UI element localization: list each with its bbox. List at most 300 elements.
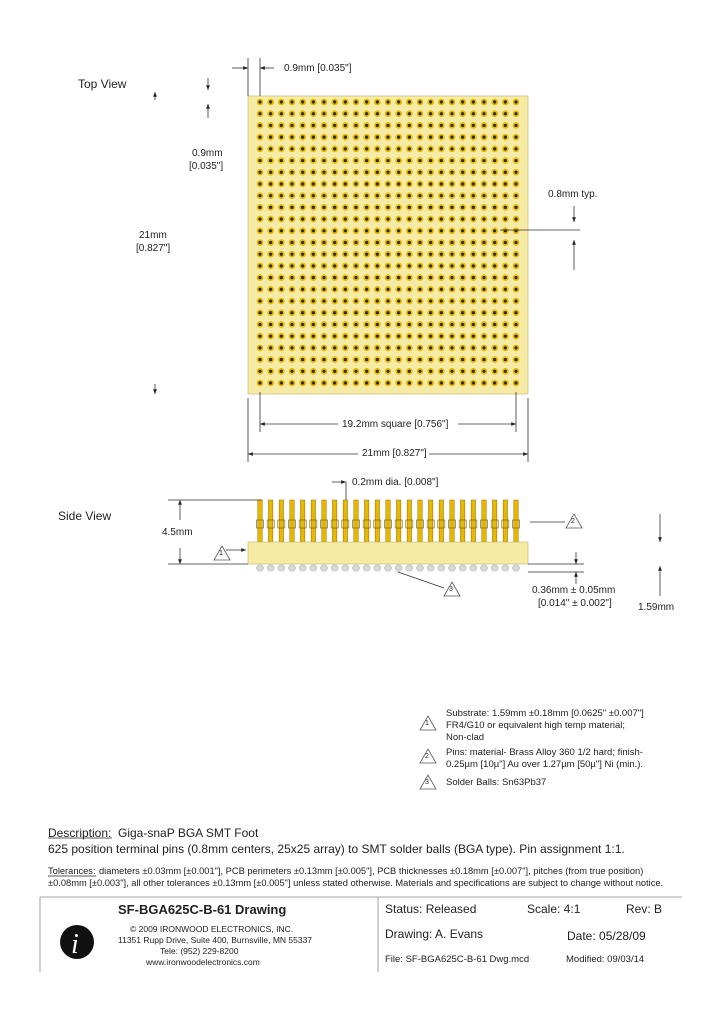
note-2-number: 2 [425,753,429,760]
pin-hole [376,346,379,349]
pin-hole [301,194,304,197]
pin-hole [290,171,293,174]
pin-hole [365,241,368,244]
pin-hole [461,288,464,291]
pin-hole [482,229,485,232]
pin-hole [482,100,485,103]
pin-hole [290,194,293,197]
pin-hole [397,241,400,244]
pin-hole [280,299,283,302]
pin-hole [333,264,336,267]
pin-hole [344,381,347,384]
pin-hole [312,253,315,256]
pin-hole [418,381,421,384]
pin-hole [429,206,432,209]
pin-hole [504,370,507,373]
pin-hole [322,159,325,162]
pin-hole [493,171,496,174]
pin-hole [344,370,347,373]
copyright-text: © 2009 IRONWOOD ELECTRONICS, INC. [130,924,294,934]
pin-hole [269,194,272,197]
pin-hole [333,229,336,232]
solder-ball [374,565,381,571]
pin-hole [344,136,347,139]
pin-hole [269,136,272,139]
pin-hole [290,182,293,185]
pin-hole [472,194,475,197]
pin-hole [301,147,304,150]
pin-hole [429,194,432,197]
pin-hole [386,311,389,314]
pin-hole [312,159,315,162]
pin-hole [514,194,517,197]
side-pin [332,500,336,542]
pin-hole [461,311,464,314]
pin-hole [258,100,261,103]
pin-hole [461,346,464,349]
pin-hole [312,323,315,326]
pin-hole [269,264,272,267]
pin-hole [365,229,368,232]
pin-hole [376,147,379,150]
side-pin [258,500,262,542]
pin-hole [514,159,517,162]
pin-hole [450,171,453,174]
pin-hole [376,288,379,291]
pin-hole [493,194,496,197]
pin-hole [376,100,379,103]
pin-hole [290,100,293,103]
pin-hole [290,358,293,361]
pin-hole [397,147,400,150]
pin-hole [386,241,389,244]
pin-hole [354,311,357,314]
pin-hole [493,100,496,103]
side-pin [503,500,507,542]
pin-hole [450,124,453,127]
pin-hole [290,370,293,373]
pin-hole [290,253,293,256]
pin-hole [397,335,400,338]
pin-hole [493,346,496,349]
dim-ball-mm: 0.36mm ± 0.05mm [532,585,616,596]
side-pin [354,500,358,542]
pin-hole [482,370,485,373]
side-view-dimensions [168,482,660,596]
pin-hole [472,370,475,373]
pin-hole [258,241,261,244]
pin-hole [333,217,336,220]
pin-hole [418,136,421,139]
pin-hole [408,147,411,150]
pin-hole [376,229,379,232]
pin-hole [376,370,379,373]
pin-hole [408,335,411,338]
pin-hole [418,288,421,291]
pin-hole [450,194,453,197]
pin-hole [280,253,283,256]
pin-hole [482,124,485,127]
pin-hole [450,229,453,232]
pin-hole [440,159,443,162]
pin-hole [440,136,443,139]
pin-hole [493,323,496,326]
pin-hole [408,124,411,127]
pin-hole [365,370,368,373]
solder-ball [299,565,306,571]
pin-hole [472,182,475,185]
pin-hole [472,100,475,103]
pin-hole [514,206,517,209]
pin-hole [386,229,389,232]
pin-hole [472,124,475,127]
dim-substrate-height: 1.59mm [638,602,675,613]
pin-hole [514,182,517,185]
pin-hole [493,124,496,127]
pin-hole [280,194,283,197]
pin-hole [301,288,304,291]
pin-hole [344,358,347,361]
pin-hole [397,288,400,291]
pin-hole [493,147,496,150]
pin-hole [514,264,517,267]
pin-hole [301,182,304,185]
pin-hole [354,147,357,150]
pin-hole [514,217,517,220]
pin-hole [429,299,432,302]
pin-hole [472,206,475,209]
pin-hole [312,100,315,103]
pin-hole [269,288,272,291]
pin-hole [461,335,464,338]
pin-hole [482,159,485,162]
pin-hole [429,264,432,267]
dim-pitch-top: 0.9mm [0.035"] [284,63,352,74]
pin-hole [418,100,421,103]
pin-hole [312,335,315,338]
pin-hole [290,159,293,162]
pin-hole [440,299,443,302]
pin-hole [418,370,421,373]
drawing-title: SF-BGA625C-B-61 Drawing [118,902,287,917]
pin-hole [301,136,304,139]
pin-hole [493,299,496,302]
pin-hole [301,335,304,338]
pin-hole [290,381,293,384]
pin-hole [354,171,357,174]
pin-hole [429,311,432,314]
pin-hole [397,323,400,326]
pin-hole [482,381,485,384]
note-1-line: Substrate: 1.59mm ±0.18mm [0.0625" ±0.007"] [446,708,644,719]
pin-hole [376,124,379,127]
pin-hole [450,299,453,302]
pin-hole [280,159,283,162]
solder-ball [278,565,285,571]
pin-hole [344,276,347,279]
pin-hole [504,335,507,338]
pin-hole [290,217,293,220]
pin-hole [354,124,357,127]
pin-hole [280,171,283,174]
dim-pitch-typ: 0.8mm typ. [548,189,598,200]
pin-hole [493,136,496,139]
pin-hole [269,335,272,338]
pin-hole [504,264,507,267]
pin-hole [269,206,272,209]
pin-hole [312,311,315,314]
pin-hole [440,323,443,326]
pin-hole [450,370,453,373]
logo-text: i [71,929,79,960]
pin-hole [376,323,379,326]
pin-hole [269,217,272,220]
pin-hole [301,381,304,384]
pin-hole [450,182,453,185]
pin-hole [461,147,464,150]
pin-hole [429,171,432,174]
pin-hole [514,323,517,326]
solder-ball [406,565,413,571]
pin-hole [312,241,315,244]
pin-hole [408,381,411,384]
pin-hole [280,358,283,361]
pin-hole [514,147,517,150]
side-pin [418,500,422,542]
pin-hole [290,299,293,302]
pin-hole [290,264,293,267]
pin-hole [408,182,411,185]
pin-hole [429,346,432,349]
pin-hole [258,206,261,209]
pin-hole [365,182,368,185]
pin-hole [461,276,464,279]
pin-hole [450,159,453,162]
pin-hole [482,346,485,349]
pin-hole [322,311,325,314]
pin-hole [344,171,347,174]
pin-hole [344,253,347,256]
pin-hole [408,171,411,174]
pin-hole [354,217,357,220]
pin-hole [429,381,432,384]
side-view-pins [257,500,520,542]
pin-hole [514,346,517,349]
pin-hole [429,288,432,291]
pin-hole [290,311,293,314]
pin-hole [354,112,357,115]
pin-hole [354,264,357,267]
pin-hole [280,100,283,103]
pin-hole [408,136,411,139]
pin-hole [312,264,315,267]
pin-hole [461,241,464,244]
pin-hole [258,147,261,150]
pin-hole [482,112,485,115]
pin-hole [461,112,464,115]
pin-hole [301,112,304,115]
pin-hole [365,253,368,256]
pin-hole [258,346,261,349]
pin-hole [514,100,517,103]
pin-hole [397,358,400,361]
pin-hole [365,217,368,220]
pin-hole [290,276,293,279]
pin-hole [493,381,496,384]
pin-hole [397,299,400,302]
pin-hole [493,264,496,267]
solder-ball [267,565,274,571]
pin-hole [472,171,475,174]
pin-hole [322,136,325,139]
pin-hole [514,299,517,302]
pin-hole [482,253,485,256]
pin-hole [482,276,485,279]
note-2-line: 0.25µm [10µ"] Au over 1.27µm [50µ"] Ni (min.). [446,759,644,770]
pin-hole [333,182,336,185]
pin-hole [408,241,411,244]
pin-hole [450,112,453,115]
pin-hole [386,381,389,384]
pin-hole [322,276,325,279]
pin-hole [322,288,325,291]
side-pin [311,500,315,542]
callout-3-number: 3 [449,586,453,593]
pin-hole [322,381,325,384]
pin-hole [312,136,315,139]
note-1 [446,708,644,744]
pin-hole [354,335,357,338]
note-3-number: 3 [425,779,429,786]
pin-hole [290,112,293,115]
pin-hole [482,171,485,174]
pin-hole [290,229,293,232]
pin-hole [440,288,443,291]
pin-hole [493,159,496,162]
pin-hole [365,311,368,314]
pin-hole [322,206,325,209]
pin-hole [280,147,283,150]
pin-hole [440,171,443,174]
pin-hole [440,358,443,361]
pin-hole [344,182,347,185]
pin-hole [365,288,368,291]
pin-hole [258,229,261,232]
pin-hole [429,241,432,244]
note-3 [446,777,546,789]
pin-hole [461,100,464,103]
pin-hole [344,206,347,209]
pin-hole [418,159,421,162]
pin-hole [493,311,496,314]
pin-hole [461,124,464,127]
pin-hole [280,276,283,279]
pin-hole [397,182,400,185]
pin-hole [397,253,400,256]
pin-hole [354,253,357,256]
pin-hole [354,323,357,326]
pin-hole [472,381,475,384]
pin-hole [280,264,283,267]
pin-hole [472,311,475,314]
pin-hole [472,335,475,338]
pin-hole [301,229,304,232]
pin-hole [290,241,293,244]
pin-hole [493,112,496,115]
pin-hole [514,241,517,244]
side-pin [492,500,496,542]
pin-hole [344,112,347,115]
pin-hole [418,206,421,209]
side-view-solder-balls [256,565,519,571]
pin-hole [450,100,453,103]
pin-hole [418,358,421,361]
pin-hole [397,171,400,174]
pin-hole [461,253,464,256]
pin-hole [461,264,464,267]
pin-hole [301,253,304,256]
pin-hole [504,206,507,209]
pin-hole [333,381,336,384]
solder-ball [459,565,466,571]
pin-hole [365,194,368,197]
pin-hole [514,136,517,139]
drawing-revision: Rev: B [626,902,663,916]
pin-hole [312,299,315,302]
pin-hole [504,147,507,150]
solder-ball [331,565,338,571]
pin-hole [258,124,261,127]
pin-hole [493,276,496,279]
pin-hole [440,112,443,115]
pin-hole [333,370,336,373]
solder-ball [470,565,477,571]
pin-hole [354,299,357,302]
pin-hole [514,311,517,314]
pin-hole [354,370,357,373]
pin-hole [386,299,389,302]
pin-hole [504,194,507,197]
drawing-scale: Scale: 4:1 [527,902,581,916]
pin-hole [301,159,304,162]
pin-hole [429,323,432,326]
pin-hole [440,229,443,232]
pin-hole [365,335,368,338]
pin-hole [418,323,421,326]
pin-hole [450,335,453,338]
pin-hole [408,358,411,361]
pin-hole [312,288,315,291]
pin-hole [258,358,261,361]
pin-hole [333,299,336,302]
pin-hole [322,253,325,256]
pin-hole [461,323,464,326]
pin-hole [333,253,336,256]
side-pin [364,500,368,542]
pin-hole [482,194,485,197]
pin-hole [493,358,496,361]
pin-hole [386,171,389,174]
pin-hole [514,381,517,384]
pin-hole [461,229,464,232]
pin-hole [482,288,485,291]
pin-hole [408,276,411,279]
side-view-label: Side View [58,509,112,523]
pin-hole [333,147,336,150]
pin-hole [493,370,496,373]
dim-height-mm: 21mm [139,230,167,241]
pin-hole [280,206,283,209]
